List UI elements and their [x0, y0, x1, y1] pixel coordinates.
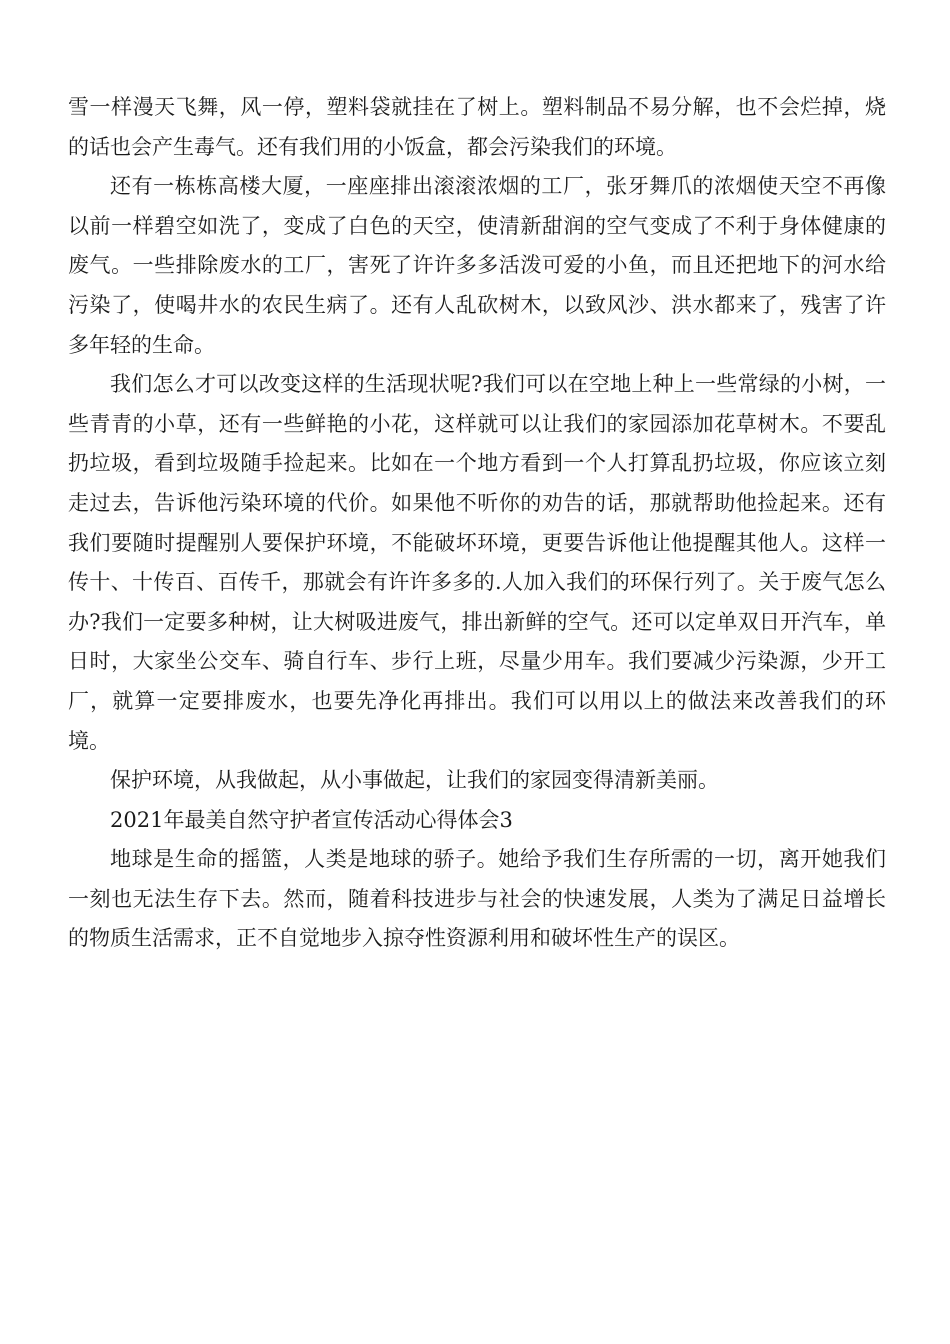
section-heading: 2021年最美自然守护者宣传活动心得体会3	[110, 807, 513, 832]
document-body	[68, 88, 886, 959]
paragraph-earth-intro: 地球是生命的摇篮，人类是地球的骄子。她给予我们生存所需的一切，离开她我们一刻也无法生存下去。然而，随着科技进步与社会的快速发展，人类为了满足日益增长的物质生活需求，正不自觉地步入掠夺性资源利用和破坏性生产的误区。	[68, 847, 886, 951]
paragraph-pollution-sources: 还有一栋栋高楼大厦，一座座排出滚滚浓烟的工厂，张牙舞爪的浓烟使天空不再像以前一样碧空如洗了，变成了白色的天空，使清新甜润的空气变成了不利于身体健康的废气。一些排除废水的工厂，害死了许许多多活泼可爱的小鱼，而且还把地下的河水给污染了，使喝井水的农民生病了。还有人乱砍树木，以致风沙、洪水都来了，残害了许多年轻的生命。	[68, 174, 886, 357]
paragraph-continuation: 雪一样漫天飞舞，风一停，塑料袋就挂在了树上。塑料制品不易分解，也不会烂掉，烧的话也会产生毒气。还有我们用的小饭盒，都会污染我们的环境。	[68, 95, 886, 159]
paragraph-conclusion: 保护环境，从我做起，从小事做起，让我们的家园变得清新美丽。	[110, 768, 719, 793]
paragraph-solutions: 我们怎么才可以改变这样的生活现状呢?我们可以在空地上种上一些常绿的小树，一些青青的小草，还有一些鲜艳的小花，这样就可以让我们的家园添加花草树木。不要乱扔垃圾，看到垃圾随手捡起来。比如在一个地方看到一个人打算乱扔垃圾，你应该立刻走过去，告诉他污染环境的代价。如果他不听你的劝告的话，那就帮助他捡起来。还有我们要随时提醒别人要保护环境，不能破坏环境，更要告诉他让他提醒其他人。这样一传十、十传百、百传千，那就会有许许多多的.人加入我们的环保行列了。关于废气怎么办?我们一定要多种树，让大树吸进废气，排出新鲜的空气。还可以定单双日开汽车，单日时，大家坐公交车、骑自行车、步行上班，尽量少用车。我们要减少污染源，少开工厂，就算一定要排废水，也要先净化再排出。我们可以用以上的做法来改善我们的环境。	[68, 372, 886, 753]
